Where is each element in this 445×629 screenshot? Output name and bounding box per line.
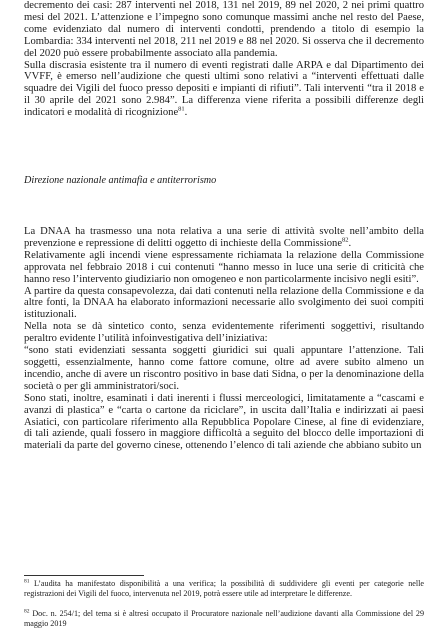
quote-paragraph: “sono stati evidenziati sessanta soggetti giuridici sui quali appuntare l’attenzione. Tali soggetti, essenzialmente, hanno come fattore comune, oltre ad avere subito almeno un incendio, anche di avere un riscontro positivo in base dati Sidna, o per la denominazione della società o per gli amministratori/soci.	[24, 345, 424, 392]
paragraph: decremento dei casi: 287 interventi nel 2018, 131 nel 2019, 89 nel 2020, 2 nei primi quattro mesi del 2021. L’attenzione e l’impegno sono comunque massimi anche nel resto del Paese, come evidenziato dal numero di interventi condotti, prendendo a titolo di esempio la Lombardia: 334 interventi nel 2018, 211 nel 2019 e 88 nel 2020. Si osserva che il decremento del 2020 può essere probabilmente associato alla pandemia.	[24, 0, 424, 59]
paragraph: La DNAA ha trasmesso una nota relativa a una serie di attività svolte nell’ambito della prevenzione e repressione di delitti oggetto di inchieste della Commissione$^{82}$.	[24, 226, 424, 249]
paragraph: Nella nota se dà sintetico conto, senza evidentemente riferimenti soggettivi, risultando peraltro evidente l’utilità infoinvestigativa dell’iniziativa:	[24, 321, 424, 345]
paragraph: Sulla discrasia esistente tra il numero di eventi registrati dalle ARPA e dal Dipartimento dei VVFF, è emerso nell’audizione che questi ultimi sono relativi a “interventi effettuati dalle squadre dei Vigili del fuoco presso depositi e impianti di rifiuti”. Tali interventi “tra il 2018 e il 30 aprile del 2021 sono 2.984”. La differenza viene riferita a possibili differenze degli indicatori e modalità di ricognizione$^{81}$.	[24, 59, 424, 119]
footnote-separator	[24, 575, 144, 576]
footnote-number: 82	[24, 608, 30, 615]
section-heading: Direzione nazionale antimafia e antiterrorismo	[24, 175, 217, 186]
footnote-ref[interactable]: 82	[342, 236, 349, 244]
paragraph: Relativamente agli incendi viene espressamente richiamata la relazione della Commissione approvata nel febbraio 2018 i cui contenuti “hanno messo in luce una serie di criticità che hanno reso l’intervento giudiziario non omogeneo e non particolarmente incisivo negli esiti”.	[24, 249, 424, 285]
body-text-block	[24, 226, 424, 452]
footnote: $^{82}$ Doc. n. 254/1; del tema si è altresì occupato il Procuratore nazionale nell’audizione davanti alla Commissione del 29 maggio 2019	[24, 608, 424, 628]
paragraph: A partire da questa consapevolezza, dai dati contenuti nella relazione della Commissione e da altre fonti, la DNAA ha elaborato informazioni necessarie allo svolgimento dei suoi compiti istituzionali.	[24, 285, 424, 321]
top-text-block	[24, 0, 424, 119]
footnote: $^{81}$ L’audita ha manifestato disponibilità a una verifica; la possibilità di suddividere gli eventi per categorie nelle registrazioni dei Vigili del fuoco, intervenuta nel 2019, potrà essere utile ad interpretare le differenze.	[24, 578, 424, 598]
quote-paragraph: Sono stati, inoltre, esaminati i dati inerenti i flussi merceologici, limitatamente a “cascami e avanzi di plastica” e “carta o cartone da riciclare”, in uscita dall’Italia e indirizzati ai paesi Asiatici, con particolare riferimento alla Repubblica Popolare Cinese, al fine di evidenziare, di tali aziende, quali fossero in maggiore difficoltà a seguito del blocco delle importazioni di materiali da parte del governo cinese, ottenendo l’elenco di tali aziende che abbiano subito un	[24, 392, 424, 452]
footnote-number: 81	[24, 578, 30, 585]
footnote-ref[interactable]: 81	[178, 105, 185, 113]
